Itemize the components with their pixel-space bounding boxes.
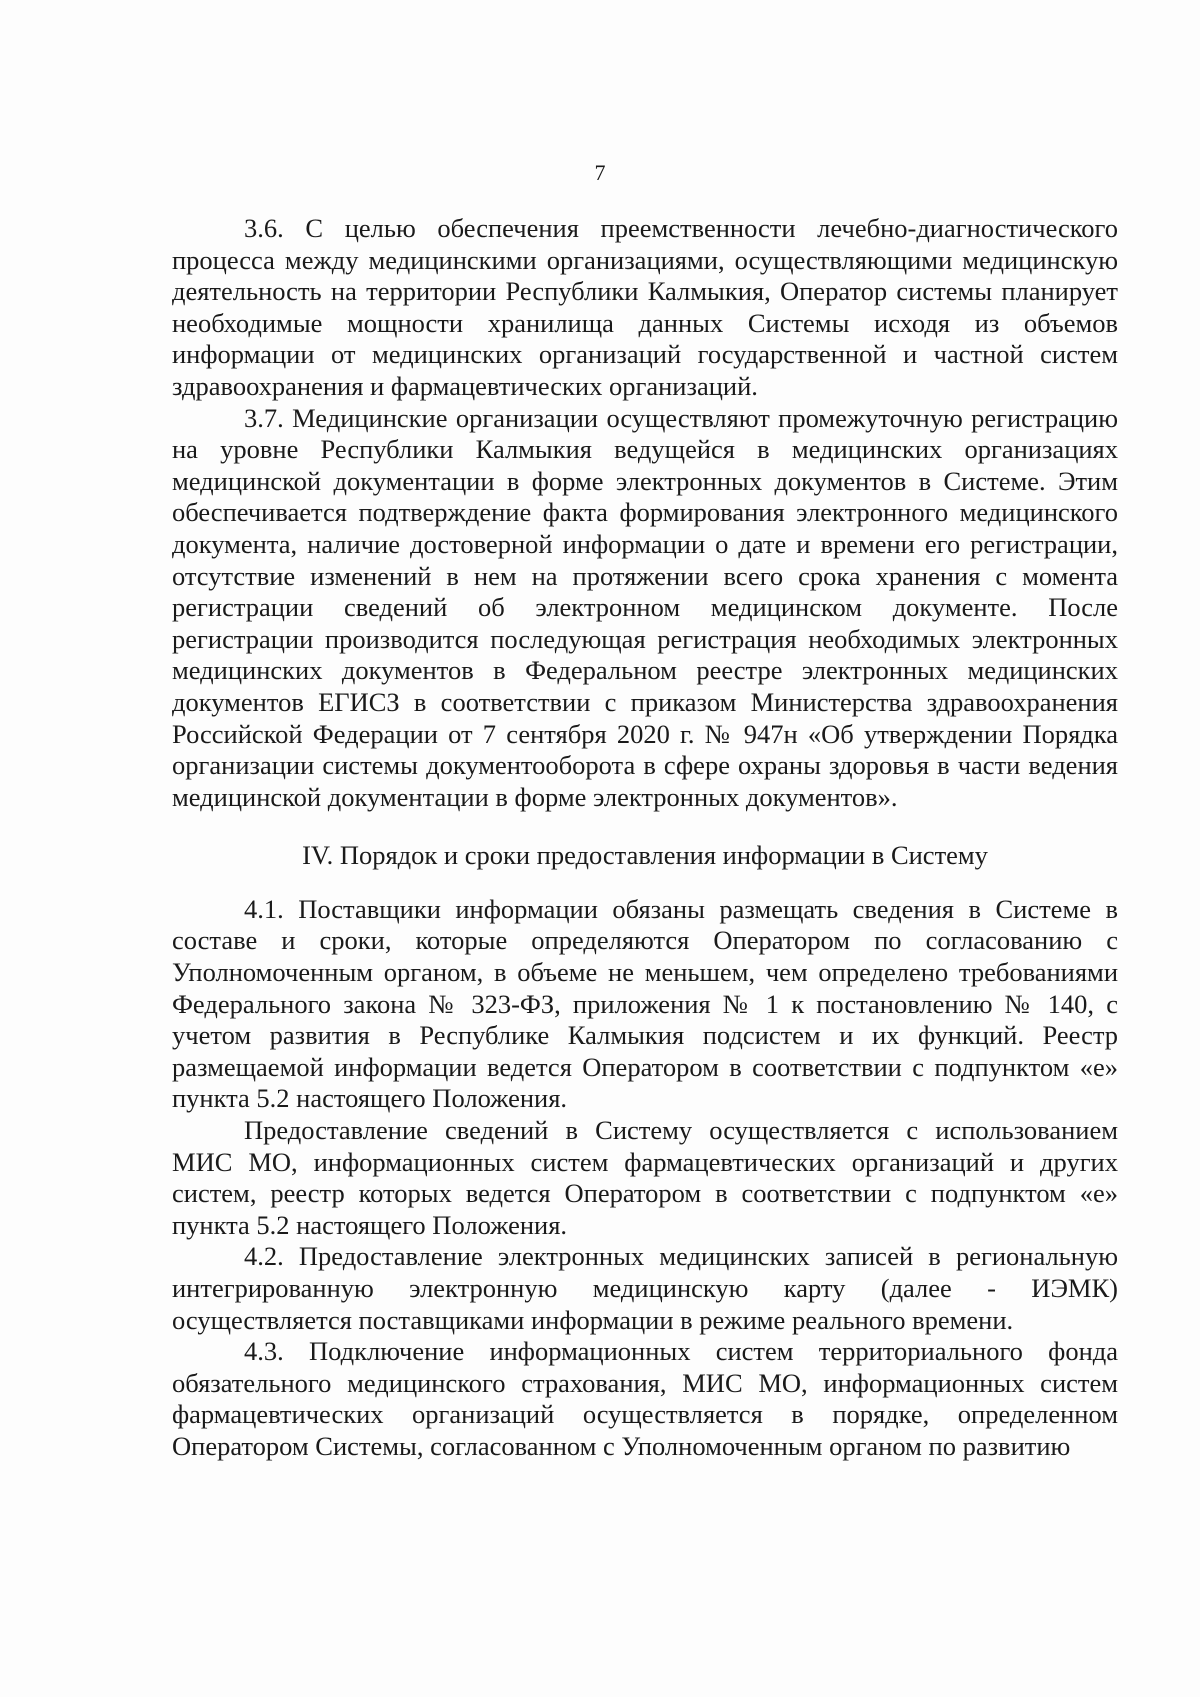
page-number: 7 xyxy=(594,160,606,185)
paragraph-4-3: 4.3. Подключение информационных систем территориального фонда обязательного медицинского страхования, МИС МО, информационных систем фармацевтических организаций осуществляется в порядке, определенном Оператором Системы, согласованном с Уполномоченным органом по развитию xyxy=(172,1336,1118,1461)
paragraph-4-1: 4.1. Поставщики информации обязаны размещать сведения в Системе в составе и сроки, которые определяются Оператором по согласованию с Уполномоченным органом, в объеме не меньшем, чем определено требованиями Федерального закона № 323-ФЗ, приложения № 1 к постановлению № 140, с учетом развития в Республике Калмыкия подсистем и их функций. Реестр размещаемой информации ведется Оператором в соответствии с подпунктом «е» пункта 5.2 настоящего Положения. xyxy=(172,893,1118,1114)
paragraph-3-7: 3.7. Медицинские организации осуществляют промежуточную регистрацию на уровне Республики Калмыкия ведущейся в медицинских организациях медицинской документации в форме электронных документов в Системе. Этим обеспечивается подтверждение факта формирования электронного медицинского документа, наличие достоверной информации о дате и времени его регистрации, отсутствие изменений в нем на протяжении всего срока хранения с момента регистрации сведений об электронном медицинском документе. После регистрации производится последующая регистрация необходимых электронных медицинских документов в Федеральном реестре электронных медицинских документов ЕГИСЗ в соответствии с приказом Министерства здравоохранения Российской Федерации от 7 сентября 2020 г. № 947н «Об утверждении Порядка организации системы документооборота в сфере охраны здоровья в части ведения медицинской документации в форме электронных документов». xyxy=(172,402,1118,812)
section-heading: IV. Порядок и сроки предоставления информации в Систему xyxy=(302,840,988,871)
paragraph-3-6: 3.6. С целью обеспечения преемственности лечебно-диагностического процесса между медицинскими организациями, осуществляющими медицинскую деятельность на территории Республики Калмыкия, Оператор системы планирует необходимые мощности хранилища данных Системы исходя из объемов информации от медицинских организаций государственной и частной систем здравоохранения и фармацевтических организаций. xyxy=(172,213,1118,401)
document-body xyxy=(172,213,1118,1463)
paragraph-4-1-continued: Предоставление сведений в Систему осуществляется с использованием МИС МО, информационных систем фармацевтических организаций и других систем, реестр которых ведется Оператором в соответствии с подпунктом «е» пункта 5.2 настоящего Положения. xyxy=(172,1115,1118,1240)
paragraph-4-2: 4.2. Предоставление электронных медицинских записей в региональную интегрированную электронную медицинскую карту (далее - ИЭМК) осуществляется поставщиками информации в режиме реального времени. xyxy=(172,1241,1118,1335)
